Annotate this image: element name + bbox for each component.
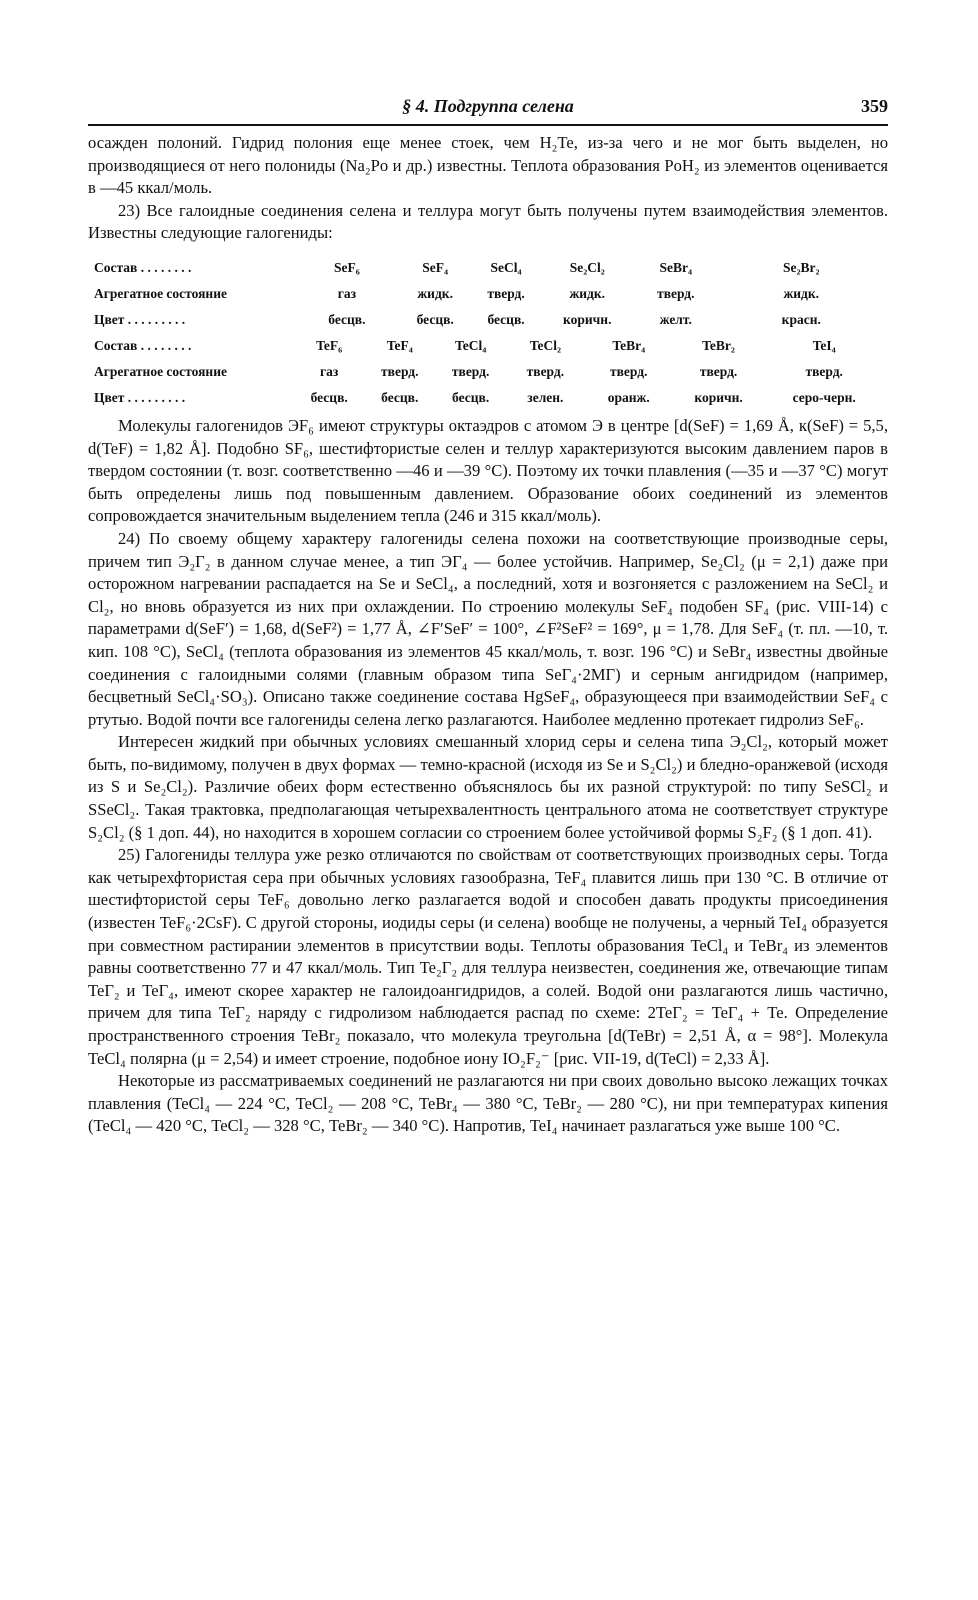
section-title: § 4. Подгруппа селена: [402, 96, 574, 116]
row-label: Цвет . . . . . . . . .: [94, 311, 186, 327]
table-cell: TeBr₂: [702, 337, 735, 353]
running-header: [88, 92, 888, 126]
table-cell: тверд.: [657, 285, 695, 301]
table-cell: тверд.: [610, 363, 648, 379]
table-cell: тверд.: [487, 285, 525, 301]
row-label: Состав . . . . . . . .: [94, 337, 192, 353]
table-cell: Se₂Br₂: [782, 259, 820, 275]
table-cell: бесцв.: [381, 389, 419, 405]
table-cell: тверд.: [381, 363, 419, 379]
row-label: Цвет . . . . . . . . .: [94, 389, 186, 405]
row-label: Агрегатное состояние: [94, 285, 227, 301]
table-cell: бесцв.: [416, 311, 454, 327]
table-cell: красн.: [781, 311, 821, 327]
table-cell: тверд.: [805, 363, 843, 379]
table-cell: бесцв.: [328, 311, 366, 327]
table-cell: бесцв.: [310, 389, 348, 405]
table-cell: бесцв.: [452, 389, 490, 405]
paragraph-melting-points: Некоторые из рассматриваемых соединений не разлагаются ни при своих довольно высоко лежащих точках плавления (TeCl₄ — 224 °С, TeCl₂ — 208 °С, TeBr₄ — 380 °С, TeBr₂ — 280 °С), ни при температурах кипения (TeCl₄ — 420 °С, TeCl₂ — 328 °С, TeBr₂ — 340 °С). Напротив, TeI₄ начинает разлагаться уже выше 100 °С.: [88, 1071, 888, 1136]
table-cell: тверд.: [526, 363, 565, 379]
table-row: [94, 333, 884, 359]
table-cell: коричн.: [563, 311, 612, 327]
table-cell: TeF₄: [386, 337, 413, 353]
table-cell: Se₂Cl₂: [569, 259, 605, 275]
table-cell: SeCl₄: [490, 259, 522, 275]
table-cell: желт.: [659, 311, 692, 327]
row-label: Агрегатное состояние: [94, 363, 227, 379]
paragraph-1: осажден полоний. Гидрид полония еще менее стоек, чем H₂Te, из-за чего и не мог быть выделен, но производящиеся от него полониды (Na₂Po и др.) известны. Теплота образования PoH₂ из элементов оценивается в —45 ккал/моль.: [88, 133, 888, 198]
table-cell: бесцв.: [487, 311, 525, 327]
table-cell: TeF₆: [316, 337, 343, 353]
paragraph-25: 25) Галогениды теллура уже резко отличаются по свойствам от соответствующих производных серы. Тогда как четырехфтористая сера при обычных условиях газообразна, TeF₄ плавится лишь при 130 °С. В отличие от шестифтористой серы TeF₆ довольно легко разлагается водой и способен давать продукты присоединения (известен TeF₆·2CsF). С другой стороны, иодиды серы (и селена) вообще не получены, а черный TeI₄ образуется при совместном растирании элементов в присутствии воды. Теплоты образования TeCl₄ и TeBr₄ из элементов равны соответственно 77 и 47 ккал/моль. Тип Te₂Г₂ для теллура неизвестен, соединения же, отвечающие типам TeГ₂ и TeГ₄, имеют скорее характер не галоидоангидридов, а солей. Водой они разлагаются лишь частично, причем для типа TeГ₂ наряду с гидролизом наблюдается распад по схеме: 2TeГ₂ = TeГ₄ + Te. Определение пространственного строения TeBr₂ показало, что молекула треугольна [d(TeBr) = 2,51 Å, α = 98°]. Молекула TeCl₄ полярна (μ = 2,54) и имеет строение, подобное иону IO₂F₂⁻ [рис. VII-19, d(TeCl) = 2,33 Å].: [88, 845, 888, 1068]
table-cell: TeI₄: [812, 337, 836, 353]
halides-table: [94, 255, 884, 411]
table-cell: SeF₆: [333, 259, 360, 275]
table-cell: TeBr₄: [612, 337, 646, 353]
table-cell: жидк.: [783, 285, 820, 301]
table-cell: жидк.: [417, 285, 453, 301]
table-cell: оранж.: [607, 389, 650, 405]
paragraph-mixed-chloride: Интересен жидкий при обычных условиях смешанный хлорид серы и селена типа Э₂Cl₂, который может быть, по-видимому, получен в двух формах — темно-красной (исходя из Se и S₂Cl₂) и бледно-оранжевой (исходя из S и Se₂Cl₂). Различие обеих форм естественно объяснялось бы их разной структурой: по типу SeSCl₂ и SSeCl₂. Такая трактовка, предполагающая четырехвалентность центрального атома не соответствует структуре S₂Cl₂ (§ 1 доп. 44), но находится в хорошем согласии со строением более устойчивой формы S₂F₂ (§ 1 доп. 41).: [88, 732, 888, 842]
table-cell: тверд.: [699, 363, 738, 379]
table-cell: газ: [337, 285, 357, 301]
table-cell: зелен.: [527, 389, 564, 405]
table-cell: TeCl₂: [529, 337, 562, 353]
book-page: [88, 92, 888, 1138]
paragraph-24: 24) По своему общему характеру галогениды селена похожи на соответствующие производные серы, причем тип Э₂Г₂ в данном случае менее, а тип ЭГ₄ — более устойчив. Например, Se₂Cl₂ (μ = 2,1) даже при осторожном нагревании распадается на Se и SeCl₄, а последний, хотя и возгоняется с разложением на SeCl₂ и Cl₂, но вновь образуется из них при охлаждении. По строению молекулы SeF₄ подобен SF₄ (рис. VIII-14) с параметрами d(SeF′) = 1,68, d(SeF²) = 1,77 Å, ∠F′SeF′ = 100°, ∠F²SeF² = 169°, μ = 1,78. Для SeF₄ (т. пл. —10, т. кип. 108 °С), SeCl₄ (теплота образования из элементов 45 ккал/моль, т. возг. 196 °С) и SeBr₄ известны двойные соединения с галоидными солями (главным образом типа SeГ₄·2МГ) и серным ангидридом (например, бесцветный SeCl₄·SO₃). Описано также соединение состава HgSeF₄, образующееся при взаимодействии SeF₄ с ртутью. Водой почти все галогениды селена легко разлагаются. Наиболее медленно протекает гидролиз SeF₆.: [88, 528, 888, 729]
table-row: [94, 281, 884, 307]
table-cell: TeCl₄: [454, 337, 487, 353]
table-cell: газ: [320, 363, 339, 379]
table-row: [94, 307, 884, 333]
table-row: [94, 385, 884, 411]
table-cell: SeBr₄: [659, 259, 693, 275]
paragraph-23: 23) Все галоидные соединения селена и теллура могут быть получены путем взаимодействия элементов. Известны следующие галогениды:: [88, 200, 888, 243]
row-label: Состав . . . . . . . .: [94, 259, 192, 275]
table-row: [94, 255, 884, 281]
table-cell: SeF₄: [422, 259, 449, 275]
table-cell: жидк.: [569, 285, 606, 301]
paragraph-hexafluorides: Молекулы галогенидов ЭF₆ имеют структуры октаэдров с атомом Э в центре [d(SeF) = 1,69 Å, к(SeF) = 5,5, d(TeF) = 1,82 Å]. Подобно SF₆, шестифтористые селен и теллур характеризуются высоким давлением паров в твердом состоянии (т. возг. соответственно —46 и —39 °С). Поэтому их точки плавления (—35 и —37 °С) могут быть определены лишь под повышенным давлением. Образование обоих соединений из элементов сопровождается значительным выделением тепла (246 и 315 ккал/моль).: [88, 415, 888, 526]
table-cell: коричн.: [694, 389, 743, 405]
table-cell: серо-черн.: [792, 389, 856, 405]
table-cell: тверд.: [451, 363, 490, 379]
page-number: 359: [861, 96, 888, 116]
table-row: [94, 359, 884, 385]
